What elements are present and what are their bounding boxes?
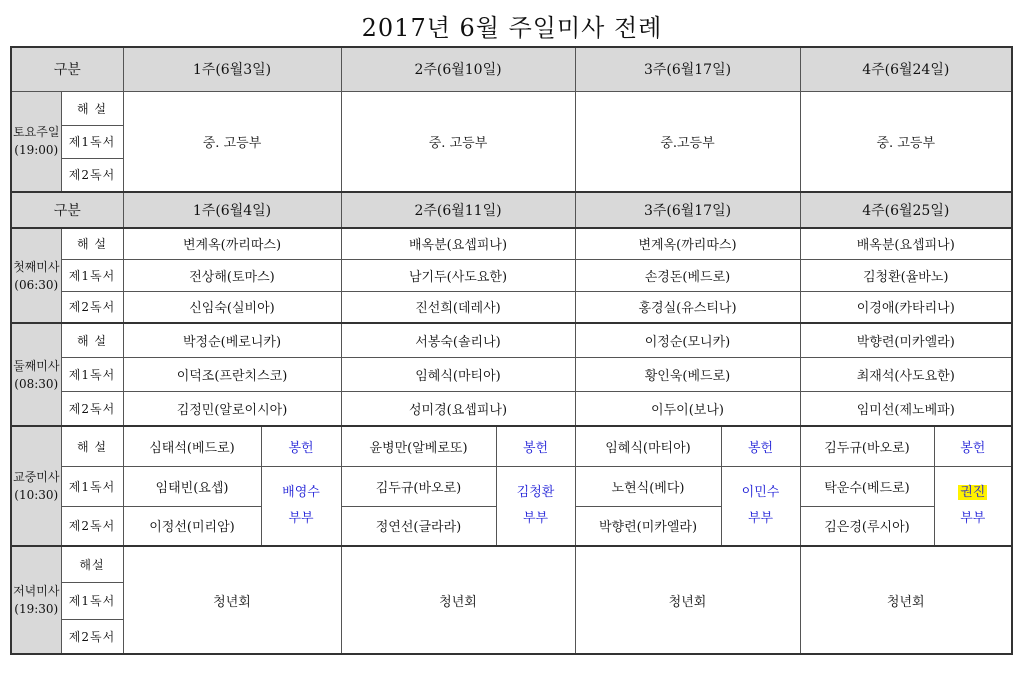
offertory-couple <box>934 466 1012 546</box>
assignment-cell: 배옥분(요셉피나) <box>341 228 575 259</box>
week-header: 2주(6월11일) <box>341 192 575 228</box>
assignment-cell: 홍경실(유스티나) <box>575 291 800 323</box>
week-header: 3주(6월17일) <box>575 47 800 91</box>
offertory-suffix: 부부 <box>522 510 549 526</box>
week-header: 1주(6월3일) <box>123 47 341 91</box>
assignment-cell: 변계옥(까리따스) <box>123 228 341 259</box>
assignment-cell: 이경애(카타리나) <box>800 291 1012 323</box>
page-title: 2017년 6월 주일미사 전례 <box>361 14 663 42</box>
assignment-cell: 청년회 <box>575 546 800 654</box>
group-name: 교중미사 <box>13 470 60 484</box>
role-label: 제1독서 <box>61 357 123 391</box>
week-header: 1주(6월4일) <box>123 192 341 228</box>
header-label: 구분 <box>11 47 123 91</box>
assignment-cell: 성미경(요셉피나) <box>341 391 575 426</box>
schedule-table <box>10 46 1013 655</box>
role-label: 제2독서 <box>61 619 123 654</box>
assignment-cell: 청년회 <box>341 546 575 654</box>
offertory-label: 봉헌 <box>261 426 341 466</box>
assignment-cell: 임태빈(요셉) <box>123 466 261 506</box>
offertory-suffix: 부부 <box>288 510 314 526</box>
role-label: 제2독서 <box>61 391 123 426</box>
offertory-couple <box>721 466 800 546</box>
role-label: 제2독서 <box>61 291 123 323</box>
assignment-cell: 박향련(미카엘라) <box>575 506 721 546</box>
assignment-cell: 남기두(사도요한) <box>341 259 575 291</box>
assignment-cell: 중.고등부 <box>575 91 800 192</box>
header-label: 구분 <box>11 192 123 228</box>
role-label: 해 설 <box>61 426 123 466</box>
assignment-cell: 중. 고등부 <box>123 91 341 192</box>
assignment-cell: 최재석(사도요한) <box>800 357 1012 391</box>
group-label-main-mass <box>11 426 61 546</box>
week-header: 4주(6월25일) <box>800 192 1012 228</box>
assignment-cell: 탁운수(베드로) <box>800 466 934 506</box>
assignment-cell: 중. 고등부 <box>800 91 1012 192</box>
group-label-second-mass <box>11 323 61 426</box>
offertory-name: 배영수 <box>282 484 320 500</box>
offertory-name: 권진 <box>960 484 986 500</box>
assignment-cell: 임혜식(마티아) <box>575 426 721 466</box>
assignment-cell: 김두규(바오로) <box>800 426 934 466</box>
group-name: 토요주일 <box>13 125 60 140</box>
role-label: 제1독서 <box>61 466 123 506</box>
role-label: 제1독서 <box>61 582 123 619</box>
assignment-cell: 임미선(제노베파) <box>800 391 1012 426</box>
group-time: (19:30) <box>14 602 59 616</box>
week-header: 4주(6월24일) <box>800 47 1012 91</box>
role-label: 제1독서 <box>61 125 123 158</box>
assignment-cell: 정연선(글라라) <box>341 506 496 546</box>
assignment-cell: 윤병만(알베로또) <box>341 426 496 466</box>
assignment-cell: 김은경(루시아) <box>800 506 934 546</box>
role-label: 제1독서 <box>61 259 123 291</box>
assignment-cell: 노현식(베다) <box>575 466 721 506</box>
assignment-cell: 청년회 <box>800 546 1012 654</box>
assignment-cell: 중. 고등부 <box>341 91 575 192</box>
assignment-cell: 이정순(모니카) <box>575 323 800 357</box>
assignment-cell: 김두규(바오로) <box>341 466 496 506</box>
group-time: (10:30) <box>14 488 59 502</box>
role-label: 해 설 <box>61 323 123 357</box>
assignment-cell: 임혜식(마티아) <box>341 357 575 391</box>
assignment-cell: 배옥분(요셉피나) <box>800 228 1012 259</box>
group-time: (06:30) <box>14 277 59 292</box>
assignment-cell: 손경돈(베드로) <box>575 259 800 291</box>
offertory-name: 이민수 <box>741 484 780 500</box>
offertory-label: 봉헌 <box>934 426 1012 466</box>
assignment-cell: 신임숙(실비아) <box>123 291 341 323</box>
group-name: 저녁미사 <box>13 584 60 598</box>
assignment-cell: 서봉숙(솔리나) <box>341 323 575 357</box>
offertory-suffix: 부부 <box>960 510 986 526</box>
group-time: (08:30) <box>14 376 59 391</box>
offertory-label: 봉헌 <box>496 426 575 466</box>
group-name: 첫째미사 <box>13 259 60 274</box>
group-label-first-mass <box>11 228 61 323</box>
role-label: 해 설 <box>61 228 123 259</box>
assignment-cell: 황인욱(베드로) <box>575 357 800 391</box>
role-label: 제2독서 <box>61 158 123 192</box>
week-header: 3주(6월17일) <box>575 192 800 228</box>
role-label: 해설 <box>61 546 123 582</box>
offertory-couple <box>261 466 341 546</box>
role-label: 제2독서 <box>61 506 123 546</box>
group-label-saturday <box>11 91 61 192</box>
role-label: 해 설 <box>61 91 123 125</box>
assignment-cell: 김청환(율바노) <box>800 259 1012 291</box>
group-label-evening-mass <box>11 546 61 654</box>
group-time: (19:00) <box>14 143 59 158</box>
assignment-cell: 청년회 <box>123 546 341 654</box>
offertory-label: 봉헌 <box>721 426 800 466</box>
offertory-couple <box>496 466 575 546</box>
assignment-cell: 박정순(베로니카) <box>123 323 341 357</box>
assignment-cell: 이덕조(프란치스코) <box>123 357 341 391</box>
group-name: 둘째미사 <box>13 358 60 373</box>
assignment-cell: 전상해(토마스) <box>123 259 341 291</box>
assignment-cell: 심태석(베드로) <box>123 426 261 466</box>
assignment-cell: 박향련(미카엘라) <box>800 323 1012 357</box>
assignment-cell: 이두이(보나) <box>575 391 800 426</box>
offertory-name: 김청환 <box>516 484 555 500</box>
assignment-cell: 김정민(알로이시아) <box>123 391 341 426</box>
assignment-cell: 변계옥(까리따스) <box>575 228 800 259</box>
offertory-suffix: 부부 <box>747 510 774 526</box>
assignment-cell: 이정선(미리암) <box>123 506 261 546</box>
assignment-cell: 진선희(데레사) <box>341 291 575 323</box>
week-header: 2주(6월10일) <box>341 47 575 91</box>
